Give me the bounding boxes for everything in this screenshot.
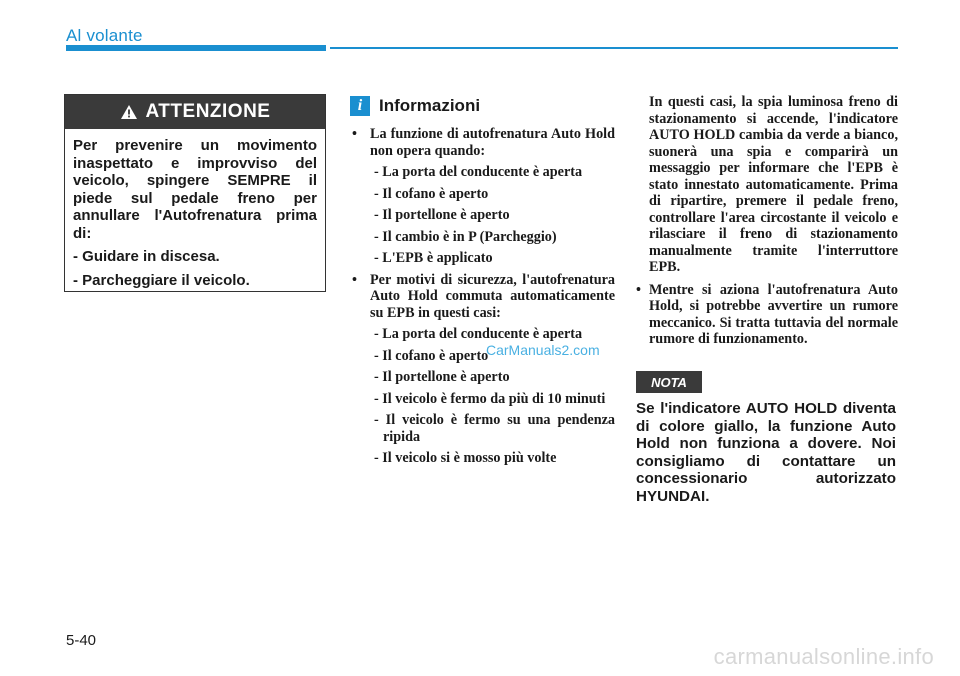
warning-item: - Parcheggiare il veicolo. — [73, 271, 250, 289]
header-rule-thin — [330, 47, 898, 49]
warning-title: ATTENZIONE — [145, 101, 271, 122]
info-bullet: • La funzione di autofrenatura Auto Hold non opera quando: — [350, 126, 615, 159]
watermark-overlay: CarManuals2.com — [486, 342, 600, 358]
info-subitem: - Il veicolo è fermo da più di 10 minuti — [374, 390, 606, 407]
info-column-middle — [350, 126, 615, 472]
note-label: NOTA — [636, 371, 702, 393]
info-subitem: - La porta del conducente è aperta — [374, 164, 583, 180]
info-heading — [350, 96, 480, 116]
warning-header — [65, 95, 325, 129]
info-subitem: - Il veicolo si è mosso più volte — [374, 450, 557, 466]
site-watermark: carmanualsonline.info — [713, 644, 934, 669]
warning-body — [65, 129, 325, 289]
header-rule-thick — [66, 45, 326, 51]
warning-box — [64, 94, 326, 292]
info-subitem: - Il cambio è in P (Parcheggio) — [374, 228, 557, 245]
info-subitem: - Il cofano è aperto — [374, 347, 489, 364]
info-subitem: - L'EPB è applicato — [374, 250, 493, 266]
info-bullet: • Per motivi di sicurezza, l'autofrenatura Auto Hold commuta automaticamente su EPB in questi casi: — [350, 272, 615, 322]
info-continuation: In questi casi, la spia luminosa freno di stazionamento si accende, l'indicatore AUTO HOLD cambia da verde a bianco, suonerà una spia e comparirà un messaggio per informare che l'EPB è stato innestato automaticamente. Prima di ripartire, premere il pedale freno, controllare l'area circostante il veicolo e rilasciare il freno di stazionamento manualmente tramite l'interruttore EPB. — [649, 94, 898, 275]
info-subitem: - Il portellone è aperto — [374, 207, 510, 223]
page-number: 5-40 — [66, 632, 97, 649]
warning-triangle-icon — [120, 104, 138, 120]
info-subitem: - Il cofano è aperto — [374, 185, 489, 202]
info-title: Informazioni — [379, 96, 481, 115]
info-subitem: - Il portellone è aperto — [374, 369, 510, 385]
warning-item: - Guidare in discesa. — [73, 248, 220, 265]
info-column-right — [636, 94, 898, 353]
info-subitem: - La porta del conducente è aperta — [374, 326, 583, 342]
info-bullet: • Mentre si aziona l'autofrenatura Auto Hold, si potrebbe avvertire un rumore meccanico. Si tratta tuttavia del normale rumore di funzionamento. — [636, 282, 898, 348]
info-icon: i — [350, 96, 370, 116]
note-text: Se l'indicatore AUTO HOLD diventa di colore giallo, la funzione Auto Hold non funziona a dovere. Noi consigliamo di contattare un concessionario autorizzato HYUNDAI. — [636, 400, 896, 505]
section-title: Al volante — [66, 26, 143, 45]
warning-text: Per prevenire un movimento inaspettato e improvviso del veicolo, spingere SEMPRE il piede sul pedale freno per annullare l'Autofrenatura prima di: — [73, 137, 317, 242]
info-subitem: - Il veicolo è fermo su una pendenza ripida — [374, 412, 615, 445]
